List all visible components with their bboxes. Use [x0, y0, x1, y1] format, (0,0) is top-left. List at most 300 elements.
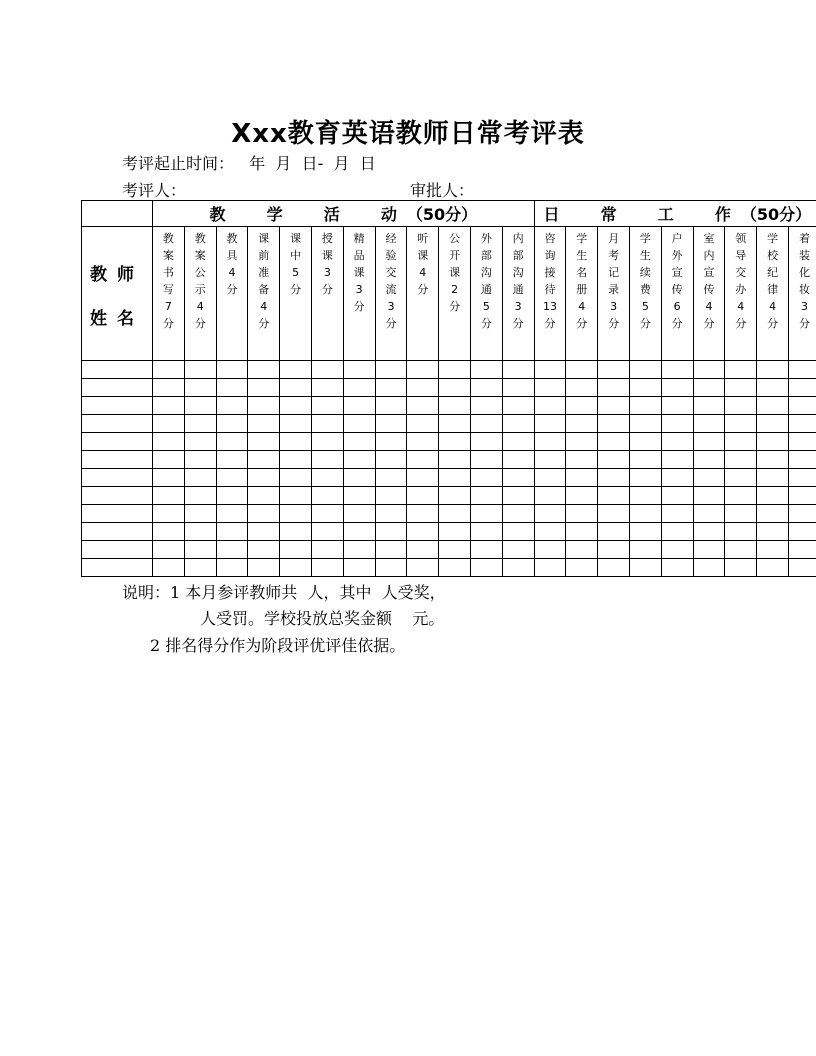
- score-cell[interactable]: [184, 541, 216, 559]
- score-cell[interactable]: [502, 361, 534, 379]
- score-cell[interactable]: [184, 559, 216, 577]
- score-cell[interactable]: [725, 379, 757, 397]
- score-cell[interactable]: [216, 415, 248, 433]
- score-cell[interactable]: [439, 397, 471, 415]
- score-cell[interactable]: [693, 505, 725, 523]
- score-cell[interactable]: [311, 559, 343, 577]
- score-cell[interactable]: [407, 541, 439, 559]
- score-cell[interactable]: [693, 487, 725, 505]
- table-row: [82, 559, 816, 577]
- score-cell[interactable]: [311, 469, 343, 487]
- score-cell[interactable]: [153, 433, 185, 451]
- teacher-name-cell[interactable]: [82, 397, 153, 415]
- score-cell[interactable]: [629, 451, 661, 469]
- score-cell[interactable]: [375, 523, 407, 541]
- score-cell[interactable]: [693, 559, 725, 577]
- evaluator-label: 考评人：: [122, 181, 187, 200]
- score-cell[interactable]: [216, 487, 248, 505]
- score-cell[interactable]: [184, 361, 216, 379]
- score-cell[interactable]: [153, 505, 185, 523]
- score-cell[interactable]: [598, 469, 630, 487]
- column-header-label: 听 课4分: [417, 232, 429, 296]
- score-cell[interactable]: [375, 541, 407, 559]
- score-cell[interactable]: [693, 523, 725, 541]
- score-cell[interactable]: [757, 505, 789, 523]
- score-cell[interactable]: [343, 415, 375, 433]
- score-cell[interactable]: [248, 469, 280, 487]
- score-cell[interactable]: [725, 415, 757, 433]
- score-cell[interactable]: [470, 469, 502, 487]
- score-cell[interactable]: [661, 523, 693, 541]
- score-cell[interactable]: [216, 523, 248, 541]
- score-cell[interactable]: [470, 379, 502, 397]
- score-cell[interactable]: [153, 559, 185, 577]
- column-header-label: 教案公示4分: [194, 232, 206, 330]
- score-cell[interactable]: [311, 379, 343, 397]
- score-cell[interactable]: [629, 397, 661, 415]
- score-cell[interactable]: [375, 487, 407, 505]
- teacher-name-cell[interactable]: [82, 361, 153, 379]
- score-cell[interactable]: [407, 379, 439, 397]
- score-cell[interactable]: [502, 559, 534, 577]
- score-cell[interactable]: [566, 379, 598, 397]
- score-cell[interactable]: [788, 469, 816, 487]
- score-cell[interactable]: [788, 541, 816, 559]
- score-cell[interactable]: [566, 361, 598, 379]
- score-cell[interactable]: [725, 433, 757, 451]
- score-cell[interactable]: [184, 379, 216, 397]
- score-cell[interactable]: [502, 451, 534, 469]
- column-header-label: 内部沟通3分: [512, 232, 524, 330]
- score-cell[interactable]: [248, 559, 280, 577]
- teacher-name-cell[interactable]: [82, 541, 153, 559]
- score-cell[interactable]: [502, 415, 534, 433]
- teacher-name-cell[interactable]: [82, 559, 153, 577]
- score-cell[interactable]: [184, 505, 216, 523]
- score-cell[interactable]: [566, 505, 598, 523]
- score-cell[interactable]: [629, 433, 661, 451]
- note-line-1: 说明：1 本月参评教师共 人，其中 人受奖，: [122, 583, 446, 602]
- score-cell[interactable]: [598, 541, 630, 559]
- score-cell[interactable]: [661, 415, 693, 433]
- score-cell[interactable]: [343, 397, 375, 415]
- score-cell[interactable]: [343, 487, 375, 505]
- score-cell[interactable]: [216, 433, 248, 451]
- score-cell[interactable]: [280, 469, 312, 487]
- score-cell[interactable]: [629, 379, 661, 397]
- score-cell[interactable]: [788, 361, 816, 379]
- column-header-label: 外部沟通5分: [480, 232, 492, 330]
- score-cell[interactable]: [407, 487, 439, 505]
- teacher-name-header: [82, 227, 153, 361]
- score-cell[interactable]: [407, 397, 439, 415]
- score-cell[interactable]: [153, 541, 185, 559]
- score-cell[interactable]: [439, 469, 471, 487]
- score-cell[interactable]: [502, 505, 534, 523]
- column-header: [375, 227, 407, 361]
- score-cell[interactable]: [470, 451, 502, 469]
- teacher-name-cell[interactable]: [82, 433, 153, 451]
- score-cell[interactable]: [280, 487, 312, 505]
- score-cell[interactable]: [693, 361, 725, 379]
- score-cell[interactable]: [534, 433, 566, 451]
- score-cell[interactable]: [248, 541, 280, 559]
- score-cell[interactable]: [534, 361, 566, 379]
- score-cell[interactable]: [661, 397, 693, 415]
- score-cell[interactable]: [534, 559, 566, 577]
- score-cell[interactable]: [598, 361, 630, 379]
- score-cell[interactable]: [470, 541, 502, 559]
- score-cell[interactable]: [566, 415, 598, 433]
- score-cell[interactable]: [343, 361, 375, 379]
- score-cell[interactable]: [566, 397, 598, 415]
- score-cell[interactable]: [661, 559, 693, 577]
- score-cell[interactable]: [598, 379, 630, 397]
- score-cell[interactable]: [407, 433, 439, 451]
- score-cell[interactable]: [375, 451, 407, 469]
- score-cell[interactable]: [184, 451, 216, 469]
- score-cell[interactable]: [725, 469, 757, 487]
- score-cell[interactable]: [757, 433, 789, 451]
- score-cell[interactable]: [629, 523, 661, 541]
- score-cell[interactable]: [216, 505, 248, 523]
- column-header: [693, 227, 725, 361]
- note-line-2: 2 排名得分作为阶段评优评佳依据。: [150, 636, 406, 655]
- score-cell[interactable]: [407, 451, 439, 469]
- score-cell[interactable]: [280, 559, 312, 577]
- score-cell[interactable]: [470, 415, 502, 433]
- score-cell[interactable]: [216, 397, 248, 415]
- score-cell[interactable]: [407, 559, 439, 577]
- score-cell[interactable]: [566, 469, 598, 487]
- teacher-name-cell[interactable]: [82, 379, 153, 397]
- score-cell[interactable]: [598, 397, 630, 415]
- column-header-label: 学生名册4分: [576, 232, 588, 330]
- column-header: [439, 227, 471, 361]
- note-line-1-continued: 人受罚。学校投放总奖金额 元。: [200, 609, 445, 628]
- score-cell[interactable]: [661, 379, 693, 397]
- score-cell[interactable]: [407, 415, 439, 433]
- score-cell[interactable]: [311, 415, 343, 433]
- score-cell[interactable]: [629, 505, 661, 523]
- score-cell[interactable]: [502, 433, 534, 451]
- column-header-label: 户外宣传6分: [671, 232, 683, 330]
- score-cell[interactable]: [439, 433, 471, 451]
- teacher-name-cell[interactable]: [82, 451, 153, 469]
- score-cell[interactable]: [788, 433, 816, 451]
- score-cell[interactable]: [757, 415, 789, 433]
- score-cell[interactable]: [725, 559, 757, 577]
- score-cell[interactable]: [375, 559, 407, 577]
- teacher-name-header-line1: 教师: [90, 265, 144, 285]
- score-cell[interactable]: [280, 415, 312, 433]
- score-cell[interactable]: [629, 469, 661, 487]
- score-cell[interactable]: [311, 361, 343, 379]
- score-cell[interactable]: [248, 523, 280, 541]
- score-cell[interactable]: [725, 361, 757, 379]
- score-cell[interactable]: [629, 361, 661, 379]
- score-cell[interactable]: [216, 379, 248, 397]
- column-header: [502, 227, 534, 361]
- score-cell[interactable]: [280, 433, 312, 451]
- score-cell[interactable]: [757, 523, 789, 541]
- score-cell[interactable]: [439, 487, 471, 505]
- column-header-label: 室内宣传4分: [703, 232, 715, 330]
- score-cell[interactable]: [248, 379, 280, 397]
- score-cell[interactable]: [311, 505, 343, 523]
- score-cell[interactable]: [598, 451, 630, 469]
- teacher-name-cell[interactable]: [82, 487, 153, 505]
- score-cell[interactable]: [216, 361, 248, 379]
- score-cell[interactable]: [343, 469, 375, 487]
- score-cell[interactable]: [534, 397, 566, 415]
- score-cell[interactable]: [216, 469, 248, 487]
- score-cell[interactable]: [153, 361, 185, 379]
- score-cell[interactable]: [439, 505, 471, 523]
- score-cell[interactable]: [343, 505, 375, 523]
- table-row: [82, 361, 816, 379]
- teacher-name-cell[interactable]: [82, 469, 153, 487]
- score-cell[interactable]: [725, 451, 757, 469]
- table-row: [82, 379, 816, 397]
- score-cell[interactable]: [375, 505, 407, 523]
- score-cell[interactable]: [184, 469, 216, 487]
- score-cell[interactable]: [661, 505, 693, 523]
- score-cell[interactable]: [566, 523, 598, 541]
- score-cell[interactable]: [757, 361, 789, 379]
- score-cell[interactable]: [216, 541, 248, 559]
- score-cell[interactable]: [343, 523, 375, 541]
- score-cell[interactable]: [439, 523, 471, 541]
- score-cell[interactable]: [598, 433, 630, 451]
- score-cell[interactable]: [757, 469, 789, 487]
- score-cell[interactable]: [725, 505, 757, 523]
- column-header-label: 学生续费5分: [639, 232, 651, 330]
- score-cell[interactable]: [153, 487, 185, 505]
- score-cell[interactable]: [343, 451, 375, 469]
- score-cell[interactable]: [280, 397, 312, 415]
- score-cell[interactable]: [661, 541, 693, 559]
- score-cell[interactable]: [629, 541, 661, 559]
- table-row: [82, 433, 816, 451]
- score-cell[interactable]: [248, 361, 280, 379]
- score-cell[interactable]: [184, 523, 216, 541]
- score-cell[interactable]: [470, 397, 502, 415]
- score-cell[interactable]: [534, 487, 566, 505]
- score-cell[interactable]: [502, 397, 534, 415]
- score-cell[interactable]: [693, 433, 725, 451]
- score-cell[interactable]: [439, 541, 471, 559]
- score-cell[interactable]: [248, 433, 280, 451]
- score-cell[interactable]: [502, 541, 534, 559]
- score-cell[interactable]: [184, 487, 216, 505]
- score-cell[interactable]: [311, 451, 343, 469]
- score-cell[interactable]: [153, 523, 185, 541]
- score-cell[interactable]: [470, 505, 502, 523]
- score-cell[interactable]: [534, 541, 566, 559]
- column-header-label: 课 中5分: [290, 232, 302, 296]
- score-cell[interactable]: [566, 541, 598, 559]
- score-cell[interactable]: [598, 523, 630, 541]
- score-cell[interactable]: [311, 397, 343, 415]
- score-cell[interactable]: [311, 487, 343, 505]
- table-row: [82, 451, 816, 469]
- score-cell[interactable]: [693, 469, 725, 487]
- column-header-label: 授 课3分: [321, 232, 333, 296]
- score-cell[interactable]: [598, 415, 630, 433]
- score-cell[interactable]: [184, 397, 216, 415]
- score-cell[interactable]: [280, 523, 312, 541]
- score-cell[interactable]: [375, 469, 407, 487]
- score-cell[interactable]: [534, 415, 566, 433]
- score-cell[interactable]: [407, 361, 439, 379]
- score-cell[interactable]: [153, 451, 185, 469]
- score-cell[interactable]: [153, 469, 185, 487]
- score-cell[interactable]: [788, 379, 816, 397]
- table-row: [82, 487, 816, 505]
- score-cell[interactable]: [534, 379, 566, 397]
- teacher-name-cell[interactable]: [82, 505, 153, 523]
- score-cell[interactable]: [470, 361, 502, 379]
- score-cell[interactable]: [248, 397, 280, 415]
- score-cell[interactable]: [470, 487, 502, 505]
- score-cell[interactable]: [280, 505, 312, 523]
- score-cell[interactable]: [248, 415, 280, 433]
- score-cell[interactable]: [502, 523, 534, 541]
- score-cell[interactable]: [534, 505, 566, 523]
- score-cell[interactable]: [470, 559, 502, 577]
- score-cell[interactable]: [375, 361, 407, 379]
- column-header-label: 着装化妆3分: [798, 232, 810, 330]
- score-cell[interactable]: [757, 559, 789, 577]
- score-cell[interactable]: [725, 523, 757, 541]
- score-cell[interactable]: [502, 469, 534, 487]
- score-cell[interactable]: [343, 379, 375, 397]
- score-table: [81, 200, 816, 577]
- score-cell[interactable]: [375, 379, 407, 397]
- score-cell[interactable]: [598, 505, 630, 523]
- table-row: [82, 541, 816, 559]
- score-cell[interactable]: [757, 541, 789, 559]
- score-cell[interactable]: [248, 451, 280, 469]
- teacher-name-cell[interactable]: [82, 415, 153, 433]
- score-cell[interactable]: [534, 451, 566, 469]
- score-cell[interactable]: [407, 469, 439, 487]
- teacher-name-cell[interactable]: [82, 523, 153, 541]
- score-cell[interactable]: [757, 397, 789, 415]
- score-cell[interactable]: [375, 415, 407, 433]
- score-cell[interactable]: [216, 559, 248, 577]
- score-cell[interactable]: [788, 559, 816, 577]
- score-cell[interactable]: [439, 415, 471, 433]
- score-cell[interactable]: [184, 433, 216, 451]
- score-cell[interactable]: [280, 451, 312, 469]
- score-cell[interactable]: [502, 487, 534, 505]
- score-cell[interactable]: [439, 361, 471, 379]
- score-cell[interactable]: [757, 379, 789, 397]
- score-cell[interactable]: [375, 397, 407, 415]
- score-cell[interactable]: [534, 523, 566, 541]
- score-cell[interactable]: [343, 559, 375, 577]
- score-cell[interactable]: [470, 433, 502, 451]
- score-cell[interactable]: [216, 451, 248, 469]
- score-cell[interactable]: [661, 469, 693, 487]
- score-cell[interactable]: [343, 433, 375, 451]
- table-row: [82, 505, 816, 523]
- score-cell[interactable]: [280, 541, 312, 559]
- score-cell[interactable]: [407, 523, 439, 541]
- score-cell[interactable]: [693, 541, 725, 559]
- score-cell[interactable]: [311, 523, 343, 541]
- score-cell[interactable]: [598, 487, 630, 505]
- score-cell[interactable]: [757, 487, 789, 505]
- score-cell[interactable]: [375, 433, 407, 451]
- score-cell[interactable]: [407, 505, 439, 523]
- score-cell[interactable]: [725, 487, 757, 505]
- score-cell[interactable]: [661, 487, 693, 505]
- score-cell[interactable]: [534, 469, 566, 487]
- score-cell[interactable]: [566, 559, 598, 577]
- score-cell[interactable]: [788, 523, 816, 541]
- score-cell[interactable]: [311, 433, 343, 451]
- score-cell[interactable]: [629, 487, 661, 505]
- score-cell[interactable]: [184, 415, 216, 433]
- score-cell[interactable]: [788, 487, 816, 505]
- score-cell[interactable]: [693, 379, 725, 397]
- score-cell[interactable]: [661, 361, 693, 379]
- score-cell[interactable]: [566, 451, 598, 469]
- column-header-label: 领导交办4分: [735, 232, 747, 330]
- score-cell[interactable]: [725, 397, 757, 415]
- score-cell[interactable]: [470, 523, 502, 541]
- score-cell[interactable]: [566, 487, 598, 505]
- table-row: [82, 469, 816, 487]
- score-cell[interactable]: [153, 379, 185, 397]
- score-cell[interactable]: [439, 559, 471, 577]
- score-cell[interactable]: [566, 433, 598, 451]
- column-header-label: 教 具4分: [226, 232, 238, 296]
- score-cell[interactable]: [788, 451, 816, 469]
- score-cell[interactable]: [153, 415, 185, 433]
- score-cell[interactable]: [343, 541, 375, 559]
- score-cell[interactable]: [788, 415, 816, 433]
- name-header-top-cell: [82, 201, 153, 227]
- score-cell[interactable]: [502, 379, 534, 397]
- score-cell[interactable]: [788, 505, 816, 523]
- score-cell[interactable]: [661, 433, 693, 451]
- column-header-label: 学校纪律4分: [767, 232, 779, 330]
- teacher-name-header-line2: 姓名: [90, 309, 144, 329]
- score-cell[interactable]: [788, 397, 816, 415]
- score-cell[interactable]: [693, 415, 725, 433]
- score-cell[interactable]: [280, 379, 312, 397]
- score-cell[interactable]: [439, 451, 471, 469]
- score-cell[interactable]: [693, 451, 725, 469]
- score-cell[interactable]: [311, 541, 343, 559]
- score-cell[interactable]: [661, 451, 693, 469]
- score-cell[interactable]: [693, 397, 725, 415]
- score-cell[interactable]: [439, 379, 471, 397]
- score-cell[interactable]: [757, 451, 789, 469]
- score-cell[interactable]: [248, 487, 280, 505]
- score-cell[interactable]: [725, 541, 757, 559]
- score-cell[interactable]: [153, 397, 185, 415]
- score-cell[interactable]: [629, 415, 661, 433]
- score-cell[interactable]: [629, 559, 661, 577]
- score-cell[interactable]: [248, 505, 280, 523]
- score-cell[interactable]: [598, 559, 630, 577]
- score-cell[interactable]: [280, 361, 312, 379]
